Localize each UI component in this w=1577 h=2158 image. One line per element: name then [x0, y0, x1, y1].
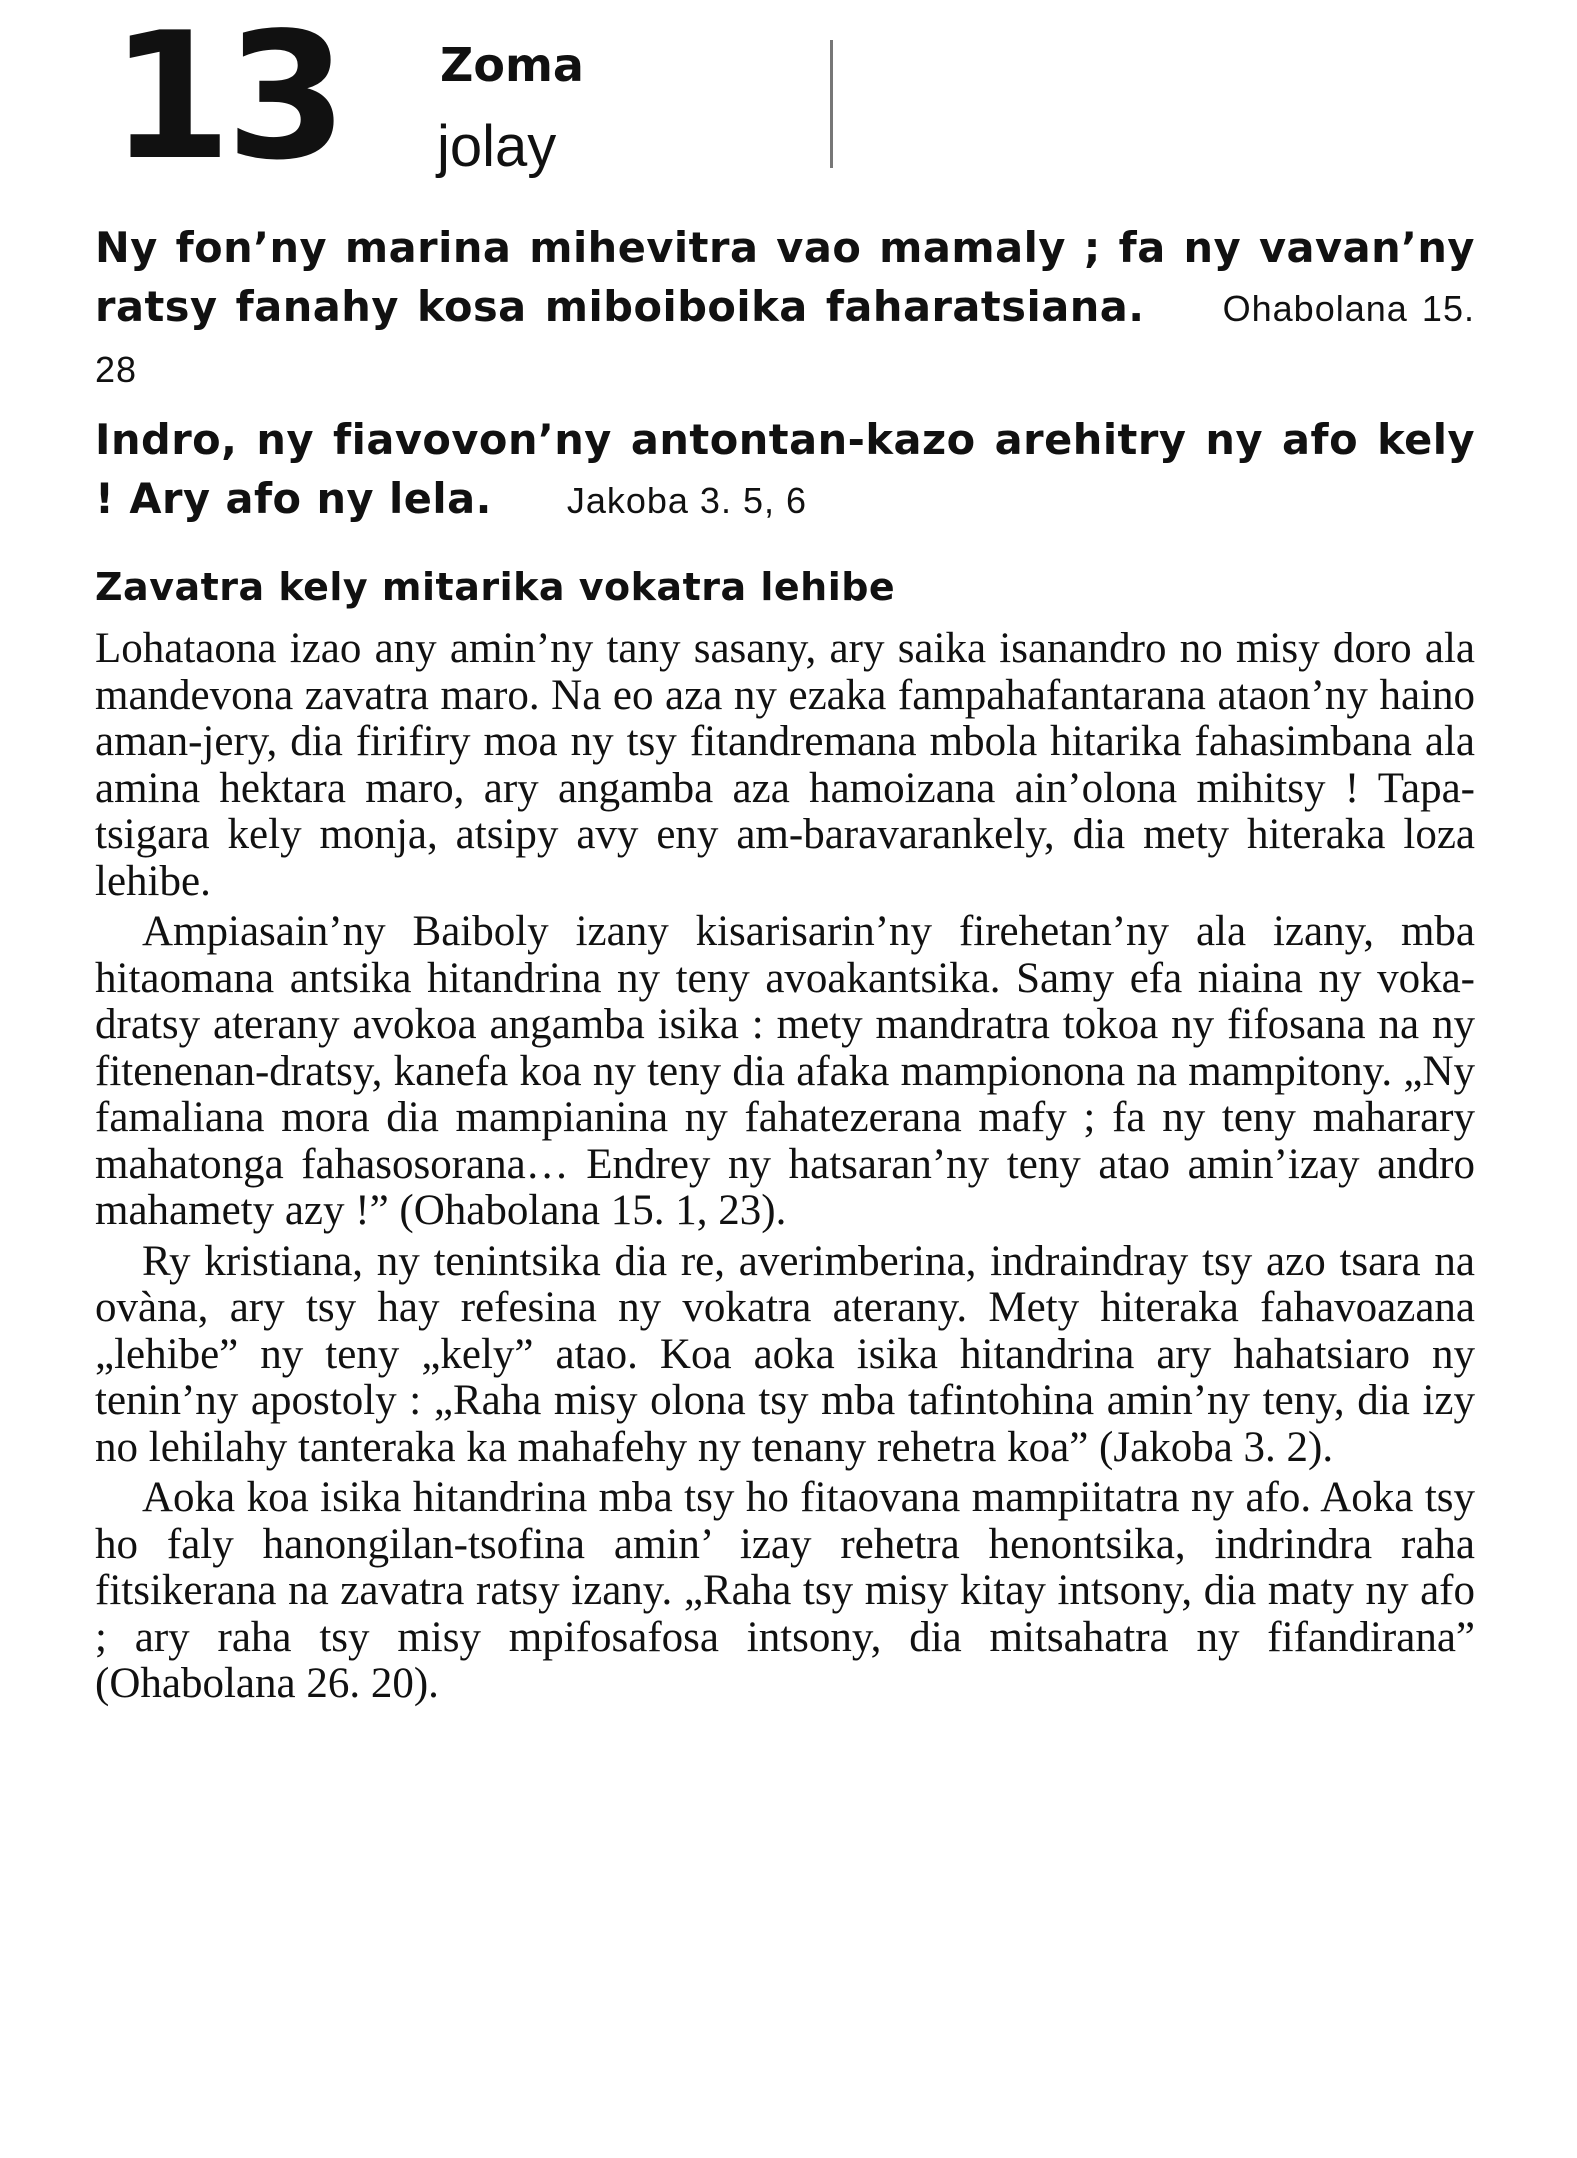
- verse-1-reference: Ohabolana 15. 28: [95, 288, 1475, 390]
- day-number: 13: [110, 0, 342, 199]
- devotion-paragraph-2: Ampiasain’ny Baiboly izany kisarisarin’ny firehetan’ny ala izany, mba hitaomana antsika hitandrina ny teny avoakantsika. Samy efa niaina ny voka-dratsy aterany avokoa angamba isika : mety mandratra tokoa ny fifosana na ny fitenenan-dratsy, kanefa koa ny teny dia afaka mampionona na mampitony. „Ny famaliana mora dia mampianina ny fahatezerana mafy ; fa ny teny maharary mahatonga fahasosorana… Endrey ny hatsaran’ny teny atao amin’izay andro mahamety azy !” (Ohabolana 15. 1, 23).: [95, 908, 1475, 1234]
- devotion-paragraph-1: Lohataona izao any amin’ny tany sasany, ary saika isanandro no misy doro ala mandevona zavatra maro. Na eo aza ny ezaka fampahafantarana ataon’ny haino aman-jery, dia firifiry moa ny tsy fitandremana mbola hitarika fahasimbana ala amina hektara maro, ary angamba aza hamoizana ain’olona mihitsy ! Tapa-tsigara kely monja, atsipy avy eny am-baravarankely, dia mety hiteraka loza lehibe.: [95, 625, 1475, 905]
- devotion-paragraph-3: Ry kristiana, ny tenintsika dia re, averimberina, indraindray tsy azo tsara na ovàna, ary tsy hay refesina ny vokatra aterany. Mety hiteraka fahavoazana „lehibe” ny teny „kely” atao. Koa aoka isika hitandrina ary hahatsiaro ny tenin’ny apostoly : „Raha misy olona tsy mba tafintohina amin’ny teny, dia izy no lehilahy tanteraka ka mahafehy ny tenany rehetra koa” (Jakoba 3. 2).: [95, 1237, 1475, 1471]
- verse-2-text: Indro, ny fiavovon’ny antontan-kazo arehitry ny afo kely ! Ary afo ny lela.: [95, 415, 1475, 523]
- verse-1: [95, 218, 1475, 399]
- devotion-body: [95, 626, 1475, 1708]
- devotion-paragraph-4: Aoka koa isika hitandrina mba tsy ho fitaovana mampiitatra ny afo. Aoka tsy ho faly hanongilan-tsofina amin’ izay rehetra henontsika, indrindra raha fitsikerana na zavatra ratsy izany. „Raha tsy misy kitay intsony, dia maty ny afo ; ary raha tsy misy mpifosafosa intsony, dia mitsahatra ny fifandirana” (Ohabolana 26. 20).: [95, 1474, 1475, 1707]
- month: jolay: [437, 114, 557, 179]
- devotion-title: Zavatra kely mitarika vokatra lehibe: [95, 565, 896, 609]
- verse-1-text: Ny fon’ny marina mihevitra vao mamaly ; fa ny vavan’ny ratsy fanahy kosa miboiboika faharatsiana.: [95, 223, 1475, 331]
- verse-2: [95, 410, 1475, 530]
- weekday: Zoma: [440, 38, 584, 92]
- verse-2-reference: Jakoba 3. 5, 6: [566, 480, 808, 521]
- header-divider: [830, 40, 833, 168]
